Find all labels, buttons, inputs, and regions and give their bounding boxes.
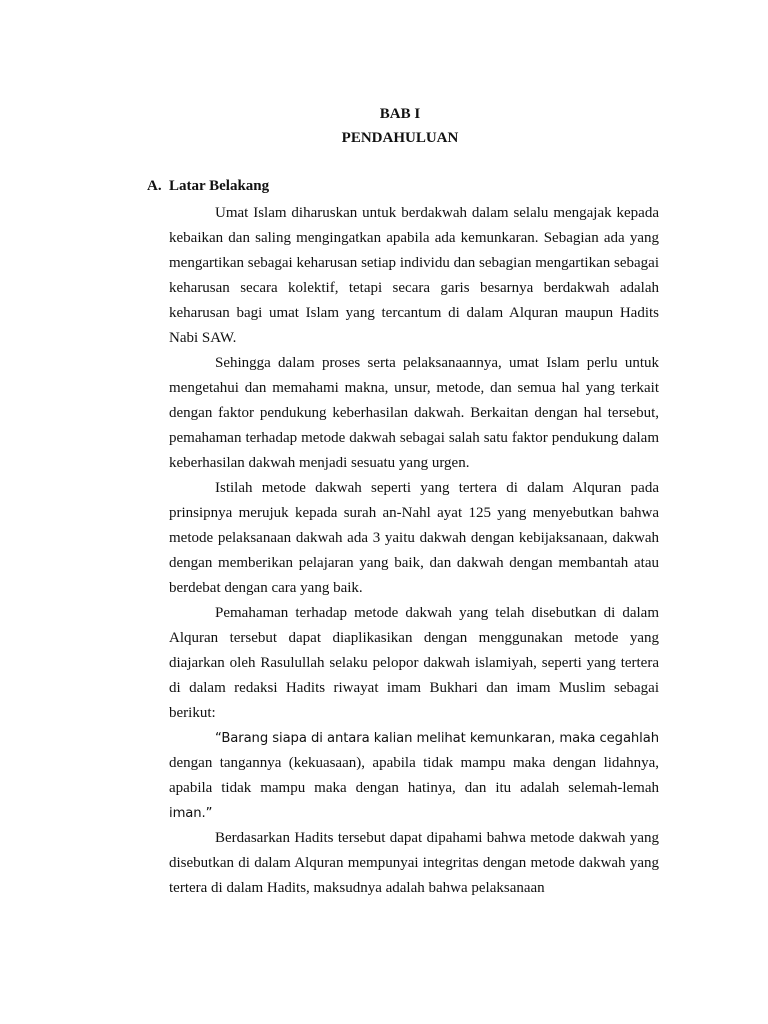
hadith-quote — [169, 726, 659, 826]
section-marker: A. — [147, 178, 162, 194]
chapter-number: BAB I — [379, 106, 421, 122]
paragraph-4: Pemahaman terhadap metode dakwah yang telah disebutkan di dalam Alquran tersebut dapat diaplikasikan dengan menggunakan metode yang diajarkan oleh Rasulullah selaku pelopor dakwah islamiyah, seperti yang tertera di dalam redaksi Hadits riwayat imam Bukhari dan imam Muslim sebagai berikut: — [169, 605, 659, 721]
body-text — [169, 201, 659, 901]
paragraph-2: Sehingga dalam proses serta pelaksanaannya, umat Islam perlu untuk mengetahui dan memahami makna, unsur, metode, dan semua hal yang terkait dengan faktor pendukung keberhasilan dakwah. Berkaitan dengan hal tersebut, pemahaman terhadap metode dakwah sebagai salah satu faktor pendukung dalam keberhasilan dakwah menjadi sesuatu yang urgen. — [169, 355, 659, 471]
section-title: Latar Belakang — [169, 178, 270, 194]
section-heading — [147, 178, 269, 195]
paragraph-5: Berdasarkan Hadits tersebut dapat dipahami bahwa metode dakwah yang disebutkan di dalam Alquran mempunyai integritas dengan metode dakwah yang tertera di dalam Hadits, maksudnya adalah bahwa pelaksanaan — [169, 830, 659, 896]
paragraph-3: Istilah metode dakwah seperti yang tertera di dalam Alquran pada prinsipnya merujuk kepada surah an-Nahl ayat 125 yang menyebutkan bahwa metode pelaksanaan dakwah ada 3 yaitu dakwah dengan kebijaksanaan, dakwah dengan memberikan pelajaran yang baik, dan dakwah dengan membantah atau berdebat dengan cara yang baik. — [169, 480, 659, 596]
hadith-quote-part-2: dengan tangannya (kekuasaan), apabila tidak mampu maka dengan lidahnya, apabila tidak mampu maka dengan hatinya, dan itu adalah selemah-lemah — [169, 755, 659, 796]
hadith-quote-part-1: “Barang siapa di antara kalian melihat kemunkaran, maka cegahlah — [215, 731, 659, 746]
hadith-quote-part-3: iman.” — [169, 806, 213, 821]
paragraph-1: Umat Islam diharuskan untuk berdakwah dalam selalu mengajak kepada kebaikan dan saling mengingatkan apabila ada kemunkaran. Sebagian ada yang mengartikan sebagai keharusan setiap individu dan sebagian mengartikan sebagai keharusan secara kolektif, tetapi secara garis besarnya berdakwah adalah keharusan bagi umat Islam yang tercantum di dalam Alquran maupun Hadits Nabi SAW. — [169, 205, 659, 346]
chapter-title: PENDAHULUAN — [341, 130, 459, 146]
